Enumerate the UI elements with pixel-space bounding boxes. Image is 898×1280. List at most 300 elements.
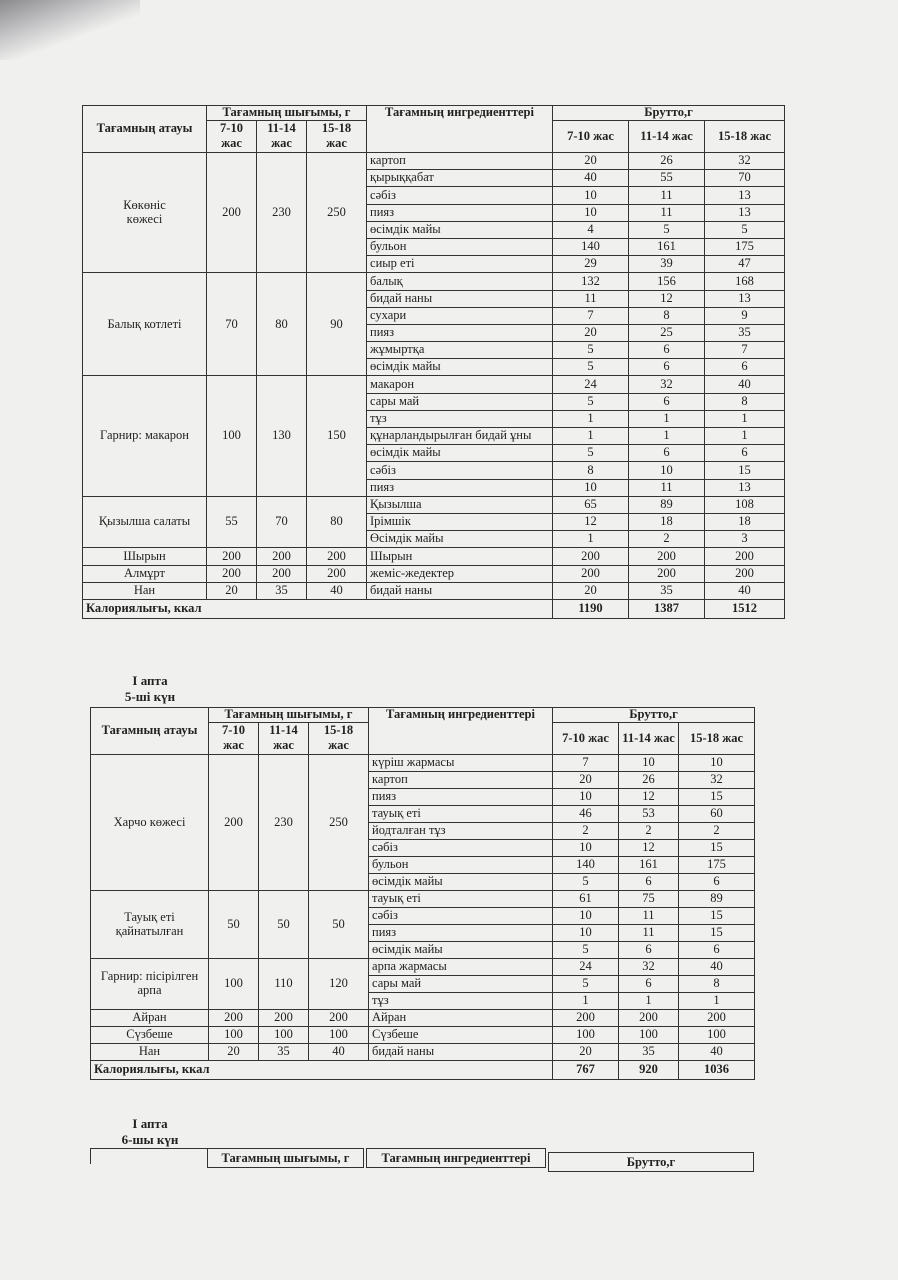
brutto-value-cell: 1 — [629, 428, 705, 445]
menu-table-day5 — [90, 707, 755, 1080]
brutto-value-cell: 100 — [679, 1027, 755, 1044]
output-value-cell: 200 — [257, 565, 307, 582]
brutto-value-cell: 89 — [629, 496, 705, 513]
ingredient-name-cell: сәбіз — [367, 462, 553, 479]
output-value-cell: 50 — [259, 891, 309, 959]
calories-row — [91, 1061, 755, 1080]
brutto-value-cell: 161 — [619, 857, 679, 874]
age-range: 11-14 — [267, 120, 296, 135]
output-value-cell: 50 — [209, 891, 259, 959]
output-header: Тағамның шығымы, г — [207, 106, 367, 121]
brutto-value-cell: 10 — [619, 755, 679, 772]
dish-name-line: Нан — [138, 1044, 161, 1059]
table-row — [83, 496, 785, 513]
brutto-value-cell: 15 — [679, 908, 755, 925]
table-row — [83, 548, 785, 565]
brutto-value-cell: 6 — [619, 874, 679, 891]
dish-name-line: Гарнир: макарон — [100, 428, 189, 443]
calories-value-cell: 767 — [553, 1061, 619, 1080]
brutto-value-cell: 5 — [553, 393, 629, 410]
brutto-value-cell: 32 — [619, 959, 679, 976]
output-value-cell: 200 — [259, 1010, 309, 1027]
brutto-value-cell: 10 — [629, 462, 705, 479]
brutto-value-cell: 1 — [705, 410, 785, 427]
output-value-cell: 40 — [309, 1044, 369, 1061]
dish-name-cell — [91, 755, 209, 891]
brutto-value-cell: 13 — [705, 187, 785, 204]
brutto-value-cell: 20 — [553, 582, 629, 599]
output-header-cell: Тағамның шығымы, г — [207, 1148, 364, 1168]
output-value-cell: 100 — [309, 1027, 369, 1044]
table-row — [83, 582, 785, 599]
output-value-cell: 100 — [207, 376, 257, 496]
brutto-value-cell: 168 — [705, 273, 785, 290]
ingredient-name-cell: өсімдік майы — [369, 942, 553, 959]
output-value-cell: 40 — [307, 582, 367, 599]
brutto-value-cell: 47 — [705, 256, 785, 273]
brutto-value-cell: 75 — [619, 891, 679, 908]
dish-name-line: Айран — [132, 1010, 167, 1025]
brutto-value-cell: 15 — [705, 462, 785, 479]
brutto-value-cell: 53 — [619, 806, 679, 823]
brutto-value-cell: 2 — [679, 823, 755, 840]
brutto-value-cell: 5 — [553, 359, 629, 376]
brutto-age-header: 7-10 жас — [553, 722, 619, 754]
brutto-value-cell: 12 — [619, 840, 679, 857]
ingredient-name-cell: өсімдік майы — [369, 874, 553, 891]
brutto-value-cell: 5 — [553, 342, 629, 359]
brutto-value-cell: 2 — [629, 531, 705, 548]
ingredient-name-cell: тұз — [367, 410, 553, 427]
header-row — [91, 708, 755, 723]
brutto-value-cell: 26 — [629, 153, 705, 170]
ingredient-name-cell: тауық еті — [369, 891, 553, 908]
brutto-value-cell: 108 — [705, 496, 785, 513]
calories-value-cell: 920 — [619, 1061, 679, 1080]
ingredient-name-cell: бульон — [367, 238, 553, 255]
ingredient-name-cell: тұз — [369, 993, 553, 1010]
brutto-value-cell: 8 — [679, 976, 755, 993]
output-value-cell: 130 — [257, 376, 307, 496]
brutto-value-cell: 200 — [619, 1010, 679, 1027]
output-value-cell: 230 — [259, 755, 309, 891]
brutto-value-cell: 40 — [679, 1044, 755, 1061]
brutto-value-cell: 5 — [705, 221, 785, 238]
ingredient-name-cell: сары май — [367, 393, 553, 410]
output-value-cell: 200 — [207, 565, 257, 582]
output-value-cell: 80 — [257, 273, 307, 376]
brutto-value-cell: 40 — [705, 376, 785, 393]
brutto-value-cell: 10 — [553, 840, 619, 857]
ingredient-name-cell: жұмыртқа — [367, 342, 553, 359]
brutto-value-cell: 100 — [619, 1027, 679, 1044]
brutto-value-cell: 2 — [619, 823, 679, 840]
day-label: 6-шы күн — [121, 1132, 179, 1148]
table-row — [91, 1044, 755, 1061]
brutto-value-cell: 200 — [553, 565, 629, 582]
brutto-value-cell: 10 — [553, 925, 619, 942]
brutto-age-header: 7-10 жас — [553, 120, 629, 152]
age-range: 11-14 — [269, 722, 298, 737]
dish-name-cell — [83, 376, 207, 496]
output-value-cell: 100 — [209, 1027, 259, 1044]
brutto-value-cell: 6 — [619, 942, 679, 959]
brutto-value-cell: 5 — [553, 976, 619, 993]
brutto-value-cell: 26 — [619, 772, 679, 789]
brutto-value-cell: 7 — [553, 307, 629, 324]
brutto-value-cell: 10 — [553, 187, 629, 204]
ingredient-name-cell: өсімдік майы — [367, 221, 553, 238]
brutto-value-cell: 40 — [679, 959, 755, 976]
brutto-value-cell: 8 — [705, 393, 785, 410]
brutto-value-cell: 40 — [705, 582, 785, 599]
age-group-header — [309, 722, 369, 754]
brutto-value-cell: 175 — [679, 857, 755, 874]
page-corner-shadow — [0, 0, 140, 60]
output-value-cell: 100 — [259, 1027, 309, 1044]
ingredient-name-cell: бидай наны — [369, 1044, 553, 1061]
dish-name-cell — [91, 1010, 209, 1027]
ingredient-name-cell: балық — [367, 273, 553, 290]
output-value-cell: 200 — [209, 1010, 259, 1027]
brutto-value-cell: 8 — [629, 307, 705, 324]
brutto-value-cell: 5 — [629, 221, 705, 238]
brutto-header: Брутто,г — [553, 708, 755, 723]
ingredient-name-cell: өсімдік майы — [367, 359, 553, 376]
brutto-header-cell: Брутто,г — [548, 1152, 754, 1172]
brutto-age-header: 15-18 жас — [705, 120, 785, 152]
output-value-cell: 200 — [309, 1010, 369, 1027]
brutto-value-cell: 15 — [679, 925, 755, 942]
day-label: 5-ші күн — [124, 689, 176, 705]
dish-name-line: Сүзбеше — [126, 1027, 173, 1042]
brutto-value-cell: 5 — [553, 874, 619, 891]
brutto-value-cell: 1 — [553, 410, 629, 427]
ingredient-name-cell: картоп — [369, 772, 553, 789]
brutto-value-cell: 61 — [553, 891, 619, 908]
brutto-value-cell: 1 — [679, 993, 755, 1010]
ingredients-header: Тағамның ингредиенттері — [369, 708, 553, 755]
age-group-header — [259, 722, 309, 754]
brutto-value-cell: 24 — [553, 959, 619, 976]
age-range: 15-18 — [323, 722, 354, 737]
brutto-value-cell: 29 — [553, 256, 629, 273]
brutto-value-cell: 100 — [553, 1027, 619, 1044]
age-group-header — [207, 120, 257, 152]
brutto-value-cell: 20 — [553, 324, 629, 341]
output-value-cell: 35 — [259, 1044, 309, 1061]
brutto-value-cell: 32 — [629, 376, 705, 393]
brutto-age-header: 15-18 жас — [679, 722, 755, 754]
table-row — [91, 755, 755, 772]
calories-value-cell: 1190 — [553, 599, 629, 618]
brutto-value-cell: 60 — [679, 806, 755, 823]
dish-name-cell — [83, 548, 207, 565]
output-value-cell: 35 — [257, 582, 307, 599]
output-value-cell: 230 — [257, 153, 307, 273]
ingredient-name-cell: сиыр еті — [367, 256, 553, 273]
brutto-value-cell: 65 — [553, 496, 629, 513]
age-unit: жас — [273, 738, 294, 753]
output-value-cell: 250 — [309, 755, 369, 891]
dish-name-header: Тағамның атауы — [91, 708, 209, 755]
age-unit: жас — [223, 738, 244, 753]
ingredient-name-cell: пияз — [367, 204, 553, 221]
brutto-value-cell: 1 — [629, 410, 705, 427]
output-value-cell: 200 — [207, 153, 257, 273]
brutto-value-cell: 6 — [629, 445, 705, 462]
calories-row — [83, 599, 785, 618]
brutto-value-cell: 3 — [705, 531, 785, 548]
age-unit: жас — [326, 136, 347, 151]
dish-name-cell — [91, 891, 209, 959]
brutto-value-cell: 6 — [705, 445, 785, 462]
table-row — [91, 1010, 755, 1027]
ingredient-name-cell: Айран — [369, 1010, 553, 1027]
brutto-value-cell: 6 — [629, 393, 705, 410]
table-border-line — [90, 1148, 208, 1149]
menu-table-day4 — [82, 105, 785, 619]
brutto-value-cell: 11 — [629, 204, 705, 221]
brutto-value-cell: 9 — [705, 307, 785, 324]
ingredient-name-cell: йодталған тұз — [369, 823, 553, 840]
ingredient-name-cell: Қызылша — [367, 496, 553, 513]
dish-name-line: Қызылша салаты — [98, 514, 191, 529]
ingredient-name-cell: сухари — [367, 307, 553, 324]
brutto-value-cell: 18 — [629, 513, 705, 530]
dish-name-line: Тауық еті — [124, 909, 175, 924]
age-unit: жас — [221, 136, 242, 151]
output-value-cell: 110 — [259, 959, 309, 1010]
age-range: 7-10 — [222, 722, 245, 737]
brutto-value-cell: 7 — [705, 342, 785, 359]
table-row — [83, 153, 785, 170]
dish-name-line: арпа — [137, 983, 162, 997]
age-group-header — [307, 120, 367, 152]
dish-name-line: Нан — [133, 582, 156, 597]
dish-name-cell — [83, 565, 207, 582]
brutto-value-cell: 40 — [553, 170, 629, 187]
brutto-age-header: 11-14 жас — [619, 722, 679, 754]
week-label: I апта — [132, 1116, 168, 1131]
brutto-value-cell: 12 — [629, 290, 705, 307]
table-row — [83, 376, 785, 393]
calories-value-cell: 1036 — [679, 1061, 755, 1080]
output-value-cell: 200 — [307, 565, 367, 582]
ingredient-name-cell: тауық еті — [369, 806, 553, 823]
dish-name-line: Шырын — [123, 548, 166, 563]
dish-name-cell — [83, 582, 207, 599]
dish-name-cell — [91, 1044, 209, 1061]
brutto-age-header: 11-14 жас — [629, 120, 705, 152]
ingredient-name-cell: пияз — [367, 324, 553, 341]
calories-label: Калориялығы, ккал — [83, 599, 553, 618]
brutto-value-cell: 5 — [553, 942, 619, 959]
ingredients-header-cell: Тағамның ингредиенттері — [366, 1148, 546, 1168]
age-unit: жас — [271, 136, 292, 151]
table-row — [91, 891, 755, 908]
ingredient-name-cell: Сүзбеше — [369, 1027, 553, 1044]
dish-name-line: Балық котлеті — [107, 316, 182, 331]
dish-name-cell — [83, 496, 207, 548]
brutto-value-cell: 11 — [619, 925, 679, 942]
output-value-cell: 250 — [307, 153, 367, 273]
dish-name-line: Харчо көжесі — [113, 814, 186, 829]
brutto-value-cell: 20 — [553, 1044, 619, 1061]
brutto-value-cell: 156 — [629, 273, 705, 290]
brutto-value-cell: 200 — [553, 1010, 619, 1027]
output-value-cell: 200 — [209, 755, 259, 891]
dish-name-cell — [91, 1027, 209, 1044]
brutto-value-cell: 6 — [629, 359, 705, 376]
output-value-cell: 150 — [307, 376, 367, 496]
output-value-cell: 120 — [309, 959, 369, 1010]
output-value-cell: 70 — [207, 273, 257, 376]
ingredient-name-cell: Ірімшік — [367, 513, 553, 530]
ingredient-name-cell: сары май — [369, 976, 553, 993]
brutto-value-cell: 11 — [619, 908, 679, 925]
brutto-value-cell: 20 — [553, 772, 619, 789]
ingredient-name-cell: пияз — [369, 789, 553, 806]
section-heading-day6 — [110, 1116, 190, 1149]
ingredient-name-cell: қырыққабат — [367, 170, 553, 187]
brutto-value-cell: 15 — [679, 789, 755, 806]
ingredient-name-cell: Өсімдік майы — [367, 531, 553, 548]
dish-name-cell — [91, 959, 209, 1010]
brutto-value-cell: 1 — [553, 531, 629, 548]
brutto-value-cell: 200 — [679, 1010, 755, 1027]
age-range: 15-18 — [321, 120, 352, 135]
brutto-value-cell: 140 — [553, 857, 619, 874]
brutto-value-cell: 200 — [705, 565, 785, 582]
age-group-header — [209, 722, 259, 754]
output-value-cell: 20 — [207, 582, 257, 599]
brutto-value-cell: 32 — [705, 153, 785, 170]
ingredients-header: Тағамның ингредиенттері — [367, 106, 553, 153]
brutto-value-cell: 18 — [705, 513, 785, 530]
brutto-value-cell: 132 — [553, 273, 629, 290]
brutto-value-cell: 1 — [619, 993, 679, 1010]
brutto-value-cell: 10 — [553, 479, 629, 496]
brutto-value-cell: 13 — [705, 479, 785, 496]
output-value-cell: 20 — [209, 1044, 259, 1061]
brutto-value-cell: 140 — [553, 238, 629, 255]
brutto-value-cell: 32 — [679, 772, 755, 789]
section-heading-day5 — [110, 673, 190, 706]
brutto-value-cell: 6 — [619, 976, 679, 993]
brutto-value-cell: 10 — [553, 789, 619, 806]
age-group-header — [257, 120, 307, 152]
brutto-value-cell: 12 — [619, 789, 679, 806]
output-value-cell: 90 — [307, 273, 367, 376]
dish-name-line: көжесі — [126, 211, 163, 226]
ingredient-name-cell: сәбіз — [367, 187, 553, 204]
brutto-value-cell: 8 — [553, 462, 629, 479]
output-value-cell: 80 — [307, 496, 367, 548]
brutto-value-cell: 12 — [553, 513, 629, 530]
brutto-value-cell: 13 — [705, 290, 785, 307]
brutto-value-cell: 200 — [629, 548, 705, 565]
age-range: 7-10 — [220, 120, 243, 135]
dish-name-header: Тағамның атауы — [83, 106, 207, 153]
ingredient-name-cell: өсімдік майы — [367, 445, 553, 462]
ingredient-name-cell: Шырын — [367, 548, 553, 565]
week-label: I апта — [132, 673, 168, 688]
brutto-value-cell: 89 — [679, 891, 755, 908]
ingredient-name-cell: күріш жармасы — [369, 755, 553, 772]
ingredient-name-cell: макарон — [367, 376, 553, 393]
dish-name-line: Көкөніс — [123, 197, 166, 212]
table-row — [91, 1027, 755, 1044]
output-value-cell: 100 — [209, 959, 259, 1010]
brutto-value-cell: 200 — [705, 548, 785, 565]
brutto-value-cell: 6 — [679, 874, 755, 891]
brutto-value-cell: 11 — [629, 479, 705, 496]
brutto-value-cell: 7 — [553, 755, 619, 772]
brutto-value-cell: 1 — [705, 428, 785, 445]
table-border-line — [90, 1148, 91, 1164]
brutto-header: Брутто,г — [553, 106, 785, 121]
brutto-value-cell: 25 — [629, 324, 705, 341]
dish-name-line: қайнатылған — [115, 923, 184, 938]
ingredient-name-cell: пияз — [367, 479, 553, 496]
ingredient-name-cell: пияз — [369, 925, 553, 942]
brutto-value-cell: 10 — [553, 908, 619, 925]
output-value-cell: 200 — [307, 548, 367, 565]
brutto-value-cell: 13 — [705, 204, 785, 221]
brutto-value-cell: 15 — [679, 840, 755, 857]
brutto-value-cell: 39 — [629, 256, 705, 273]
brutto-value-cell: 200 — [553, 548, 629, 565]
brutto-value-cell: 175 — [705, 238, 785, 255]
table-row — [83, 565, 785, 582]
output-value-cell: 50 — [309, 891, 369, 959]
brutto-value-cell: 6 — [629, 342, 705, 359]
calories-value-cell: 1512 — [705, 599, 785, 618]
ingredient-name-cell: жеміс-жедектер — [367, 565, 553, 582]
brutto-value-cell: 46 — [553, 806, 619, 823]
brutto-value-cell: 35 — [705, 324, 785, 341]
dish-name-line: Алмұрт — [124, 565, 165, 580]
brutto-value-cell: 2 — [553, 823, 619, 840]
ingredient-name-cell: бульон — [369, 857, 553, 874]
brutto-value-cell: 4 — [553, 221, 629, 238]
calories-label: Калориялығы, ккал — [91, 1061, 553, 1080]
brutto-value-cell: 11 — [629, 187, 705, 204]
output-value-cell: 55 — [207, 496, 257, 548]
ingredient-name-cell: құнарландырылған бидай ұны — [367, 428, 553, 445]
brutto-value-cell: 10 — [679, 755, 755, 772]
table-row — [91, 959, 755, 976]
dish-name-cell — [83, 273, 207, 376]
brutto-value-cell: 35 — [619, 1044, 679, 1061]
output-value-cell: 200 — [207, 548, 257, 565]
brutto-value-cell: 161 — [629, 238, 705, 255]
calories-value-cell: 1387 — [629, 599, 705, 618]
brutto-value-cell: 1 — [553, 428, 629, 445]
header-row — [83, 106, 785, 121]
age-unit: жас — [328, 738, 349, 753]
brutto-value-cell: 24 — [553, 376, 629, 393]
brutto-value-cell: 55 — [629, 170, 705, 187]
dish-name-cell — [83, 153, 207, 273]
brutto-value-cell: 35 — [629, 582, 705, 599]
output-value-cell: 200 — [257, 548, 307, 565]
brutto-value-cell: 6 — [679, 942, 755, 959]
table-row — [83, 273, 785, 290]
brutto-value-cell: 10 — [553, 204, 629, 221]
brutto-value-cell: 200 — [629, 565, 705, 582]
